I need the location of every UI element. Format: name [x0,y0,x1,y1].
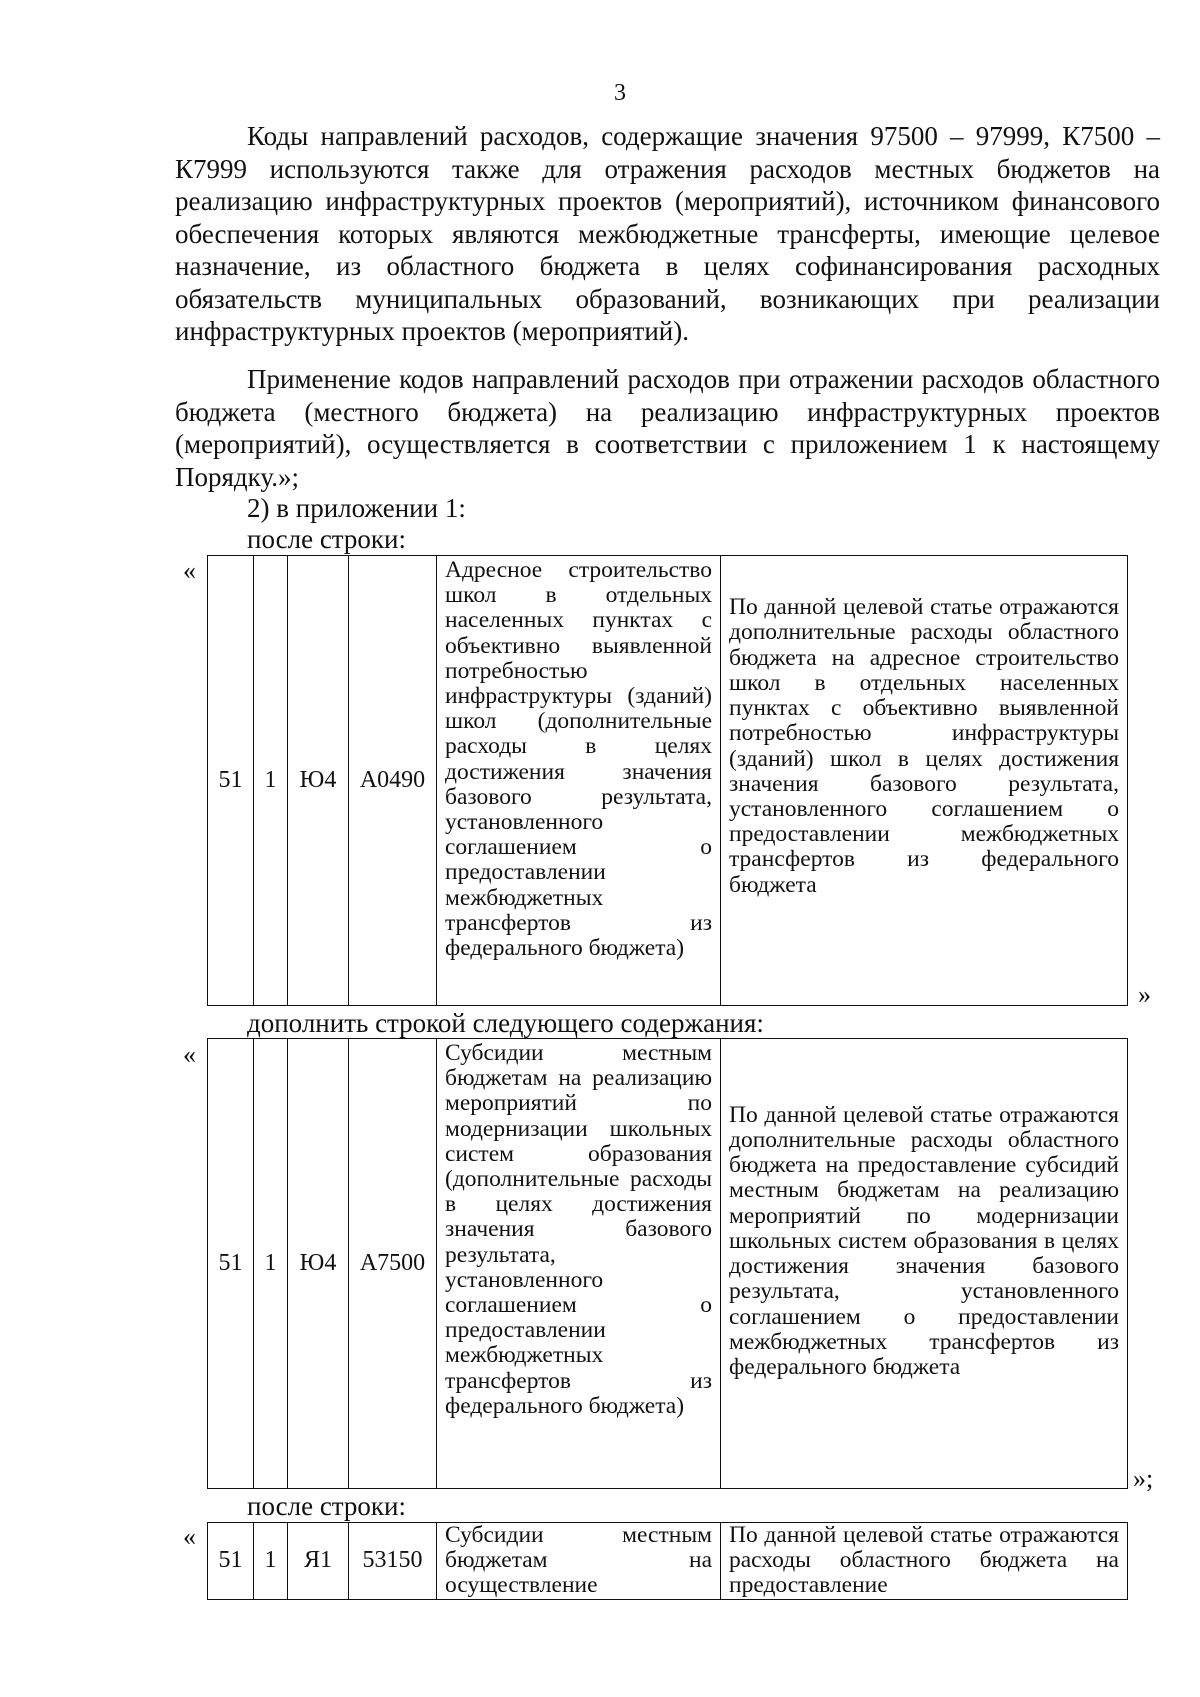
code-cell-1: 51 [208,1039,254,1489]
table-last-row [207,1522,1128,1600]
page-number: 3 [614,80,626,106]
after-row-label-2: после строки: [247,1491,406,1521]
paragraph-codes: Коды направлений расходов, содержащие значения 97500 – 97999, К7500 – К7999 используются также для отражения расходов местных бюджетов на реализацию инфраструктурных проектов (мероприятий), источником финансового обеспечения которых являются межбюджетные трансферты, имеющие целевое назначение, из областного бюджета в целях софинансирования расходных обязательств муниципальных образований, возникающих при реализации инфраструктурных проектов (мероприятий). [175,121,1160,346]
name-cell [437,556,721,1006]
after-row-label: после строки: [247,524,406,554]
table-row [208,1523,1128,1600]
add-row-label: дополнить строкой следующего содержания: [247,1008,764,1038]
code-cell-1: 51 [208,556,254,1006]
paragraph-application: Применение кодов направлений расходов при отражении расходов областного бюджета (местного бюджета) на реализацию инфраструктурных проектов (мероприятий), осуществляется в соответствии с приложением 1 к настоящему Порядку.»; [175,364,1160,492]
description-cell [721,556,1128,1006]
description-text: По данной целевой статье отражаются дополнительные расходы областного бюджета на адресное строительство школ в отдельных населенных пунктах с объективно выявленной потребностью инфраструктуры (зданий) школ в целях достижения значения базового результата, установленного соглашением о предоставлении межбюджетных трансфертов из федерального бюджета [729,594,1119,898]
code-cell-1: 51 [208,1523,254,1600]
table-existing-row [207,555,1128,1006]
table-row [208,556,1128,1006]
name-text: Субсидии местным бюджетам на осуществление [445,1522,712,1599]
quote-open: « [183,1522,196,1551]
name-text: Субсидии местным бюджетам на реализацию мероприятий по модернизации школьных систем образования (дополнительные расходы в целях достижения значения базового результата, установленного соглашением о предоставлении межбюджетных трансфертов из федерального бюджета) [445,1040,712,1419]
name-cell [437,1523,721,1600]
code-cell-2: 1 [254,556,288,1006]
code-cell-4: А0490 [349,556,437,1006]
description-cell [721,1523,1128,1600]
code-cell-3: Ю4 [288,556,349,1006]
quote-open: « [183,1040,196,1069]
quote-close-semicolon: »; [1133,1464,1154,1493]
item-2-heading: 2) в приложении 1: [247,493,466,523]
description-text: По данной целевой статье отражаются дополнительные расходы областного бюджета на предоставление субсидий местным бюджетам на реализацию мероприятий по модернизации школьных систем образования в целях достижения значения базового результата, установленного соглашением о предоставлении межбюджетных трансфертов из федерального бюджета [729,1101,1119,1380]
code-cell-2: 1 [254,1523,288,1600]
code-cell-2: 1 [254,1039,288,1489]
code-cell-3: Я1 [288,1523,349,1600]
code-cell-3: Ю4 [288,1039,349,1489]
quote-close: » [1138,980,1151,1009]
code-cell-4: А7500 [349,1039,437,1489]
description-text: По данной целевой статье отражаются расходы областного бюджета на предоставление [729,1522,1119,1599]
code-cell-4: 53150 [349,1523,437,1600]
quote-open: « [183,556,196,585]
table-row [208,1039,1128,1489]
description-cell [721,1039,1128,1489]
table-new-row [207,1038,1128,1489]
name-text: Адресное строительство школ в отдельных населенных пунктах с объективно выявленной потребностью инфраструктуры (зданий) школ (дополнительные расходы в целях достижения значения базового результата, установленного соглашением о предоставлении межбюджетных трансфертов из федерального бюджета) [445,557,712,962]
name-cell [437,1039,721,1489]
